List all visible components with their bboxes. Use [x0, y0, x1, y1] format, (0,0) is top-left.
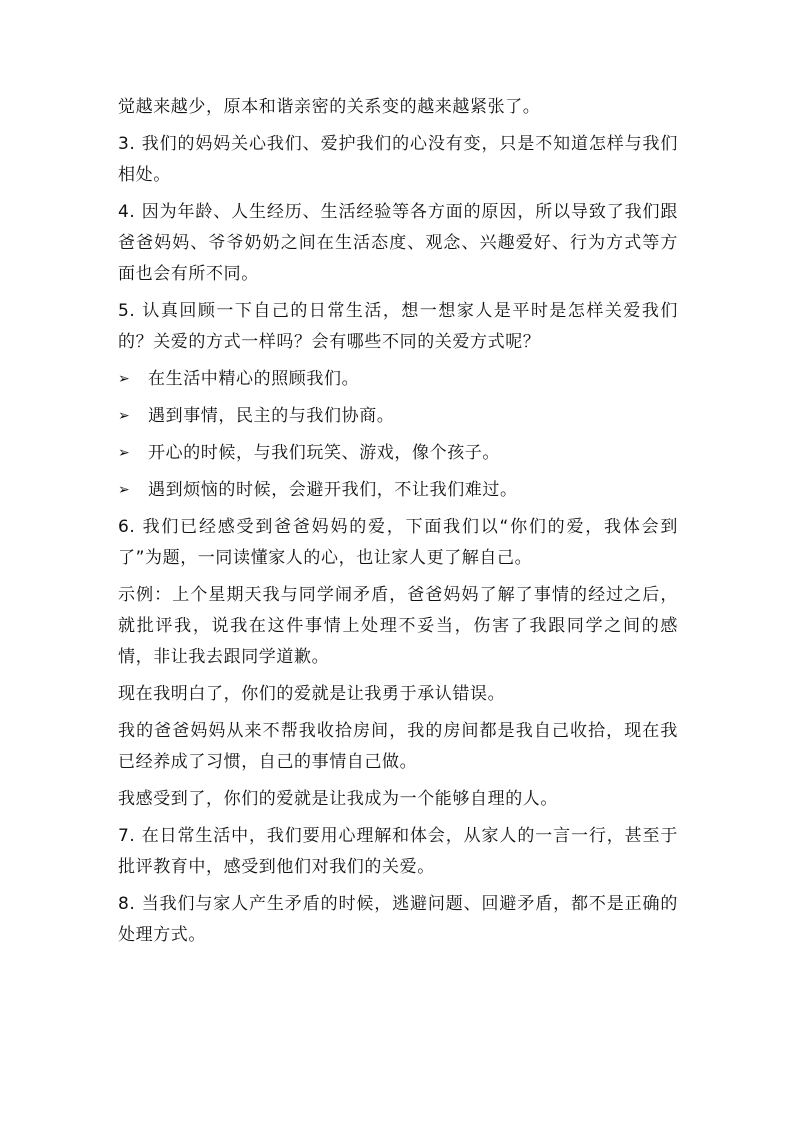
bullet-text: 遇到烦恼的时候，会避开我们，不让我们难过。	[148, 480, 518, 500]
bullet-text: 遇到事情，民主的与我们协商。	[148, 406, 395, 426]
paragraph-item-5: 5. 认真回顾一下自己的日常生活，想一想家人是平时是怎样关爱我们的？关爱的方式一样吗？会有哪些不同的关爱方式呢？	[118, 301, 678, 352]
bullet-item	[118, 438, 678, 469]
paragraph-item-7: 7. 在日常生活中，我们要用心理解和体会，从家人的一言一行，甚至于批评教育中，感受到他们对我们的关爱。	[118, 826, 678, 877]
document-body	[118, 92, 678, 957]
bullet-text: 开心的时候，与我们玩笑、游戏，像个孩子。	[148, 443, 500, 463]
paragraph-item-8: 8. 当我们与家人产生矛盾的时候，逃避问题、回避矛盾，都不是正确的处理方式。	[118, 894, 678, 945]
bullet-item	[118, 475, 678, 506]
arrow-bullet-icon: ➢	[118, 482, 131, 498]
paragraph-item-6: 6. 我们已经感受到爸爸妈妈的爱，下面我们以“你们的爱，我体会到了”为题，一同读懂家人的心，也让家人更了解自己。	[118, 517, 678, 568]
paragraph-item-4: 4. 因为年龄、人生经历、生活经验等各方面的原因，所以导致了我们跟爸爸妈妈、爷爷奶奶之间在生活态度、观念、兴趣爱好、行为方式等方面也会有所不同。	[118, 202, 678, 284]
bullet-text: 在生活中精心的照顾我们。	[148, 369, 360, 389]
bullet-item	[118, 401, 678, 432]
arrow-bullet-icon: ➢	[118, 408, 131, 424]
paragraph-example: 示例：上个星期天我与同学闹矛盾，爸爸妈妈了解了事情的经过之后，就批评我，说我在这件事情上处理不妥当，伤害了我跟同学之间的感情，非让我去跟同学道歉。	[118, 585, 678, 667]
bullet-item	[118, 364, 678, 395]
paragraph-example-2-conclusion: 我感受到了，你们的爱就是让我成为一个能够自理的人。	[118, 789, 558, 809]
arrow-bullet-icon: ➢	[118, 371, 131, 387]
arrow-bullet-icon: ➢	[118, 445, 131, 461]
paragraph-item-3: 3. 我们的妈妈关心我们、爱护我们的心没有变，只是不知道怎样与我们相处。	[118, 134, 678, 185]
paragraph-continuation: 觉越来越少，原本和谐亲密的关系变的越来越紧张了。	[118, 97, 541, 117]
paragraph-example-2: 我的爸爸妈妈从来不帮我收拾房间，我的房间都是我自己收拾，现在我已经养成了习惯，自己的事情自己做。	[118, 721, 678, 772]
paragraph-example-conclusion: 现在我明白了，你们的爱就是让我勇于承认错误。	[118, 684, 506, 704]
